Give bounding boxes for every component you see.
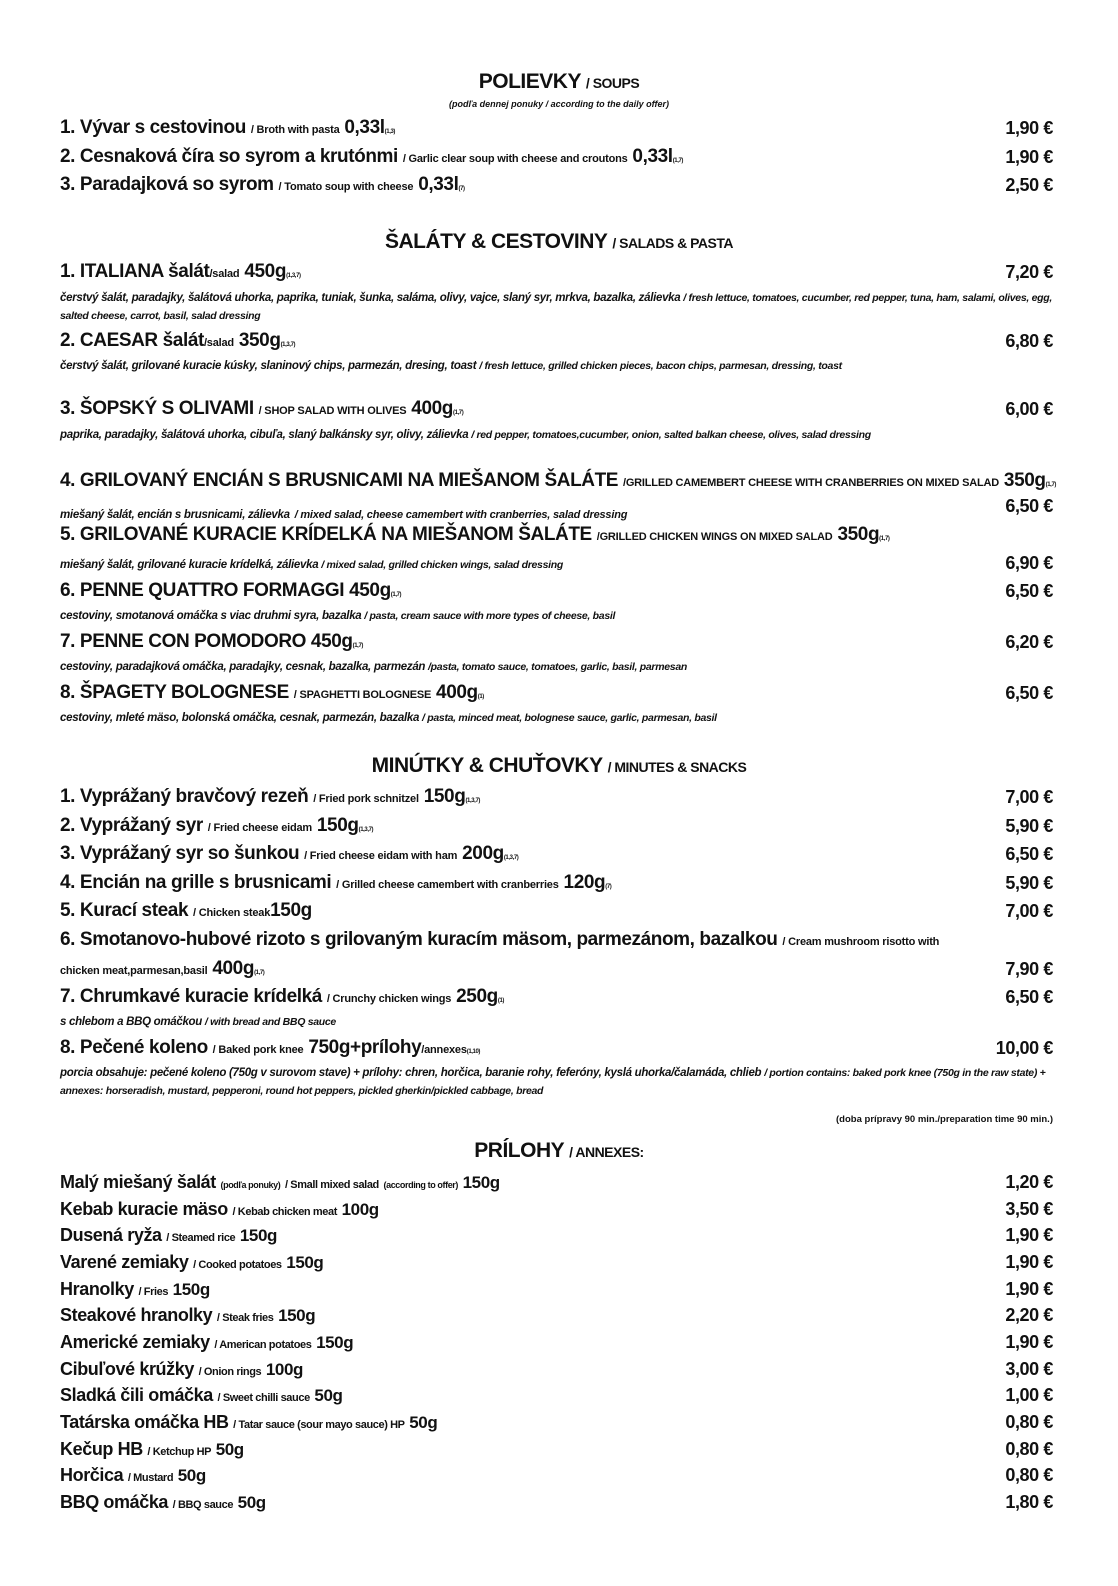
text-name: BBQ omáčka <box>60 1492 169 1512</box>
text-name: 5. GRILOVANÉ KURACIE KRÍDELKÁ NA MIEŠANOM ŠALÁTE <box>60 524 592 545</box>
annex-item <box>60 1332 353 1353</box>
item-price: 3,50 € <box>1005 1199 1053 1219</box>
annex-item <box>60 1225 277 1246</box>
text-desc: porcia obsahuje: pečené koleno (750g v surovom stave) + prílohy: chren, horčica, baranie rohy, feferóny, kyslá uhorka/čalamáda, chlieb <box>60 1067 762 1079</box>
item-price: 7,20 € <box>1005 262 1053 282</box>
menu-item <box>60 261 1058 283</box>
text-name: Sladká čili omáčka <box>60 1385 213 1405</box>
text-name: Americké zemiaky <box>60 1332 210 1352</box>
text-al: (1) <box>497 998 504 1004</box>
text-sub: (podľa ponuky) <box>220 1180 281 1190</box>
item-price: 1,90 € <box>1005 1225 1053 1245</box>
menu-item <box>60 815 1058 837</box>
text-en: / Garlic clear soup with cheese and croutons <box>402 153 628 165</box>
annex-item <box>60 1385 343 1406</box>
text-w: 100g <box>341 1200 379 1219</box>
text-en: / SHOP SALAD WITH OLIVES <box>258 405 407 417</box>
text-en_b: /annexes <box>421 1044 467 1056</box>
text-en: / Onion rings <box>198 1366 262 1378</box>
item-description <box>60 1064 1058 1100</box>
text-desc: cestoviny, mleté mäso, bolonská omáčka, cesnak, parmezán, bazalka <box>60 712 420 724</box>
text-name: 1. Vývar s cestovinou <box>60 117 246 138</box>
item-price: 6,50 € <box>1005 581 1053 601</box>
text-w: 750g+prílohy <box>308 1037 422 1058</box>
text-w: 400g <box>436 682 478 703</box>
menu-item <box>60 900 1058 922</box>
item-price: 0,80 € <box>1005 1465 1053 1485</box>
text-w: 0,33l <box>344 117 385 138</box>
item-description <box>60 556 1058 574</box>
text-w: 400g <box>212 958 255 979</box>
text-name: 6. Smotanovo-hubové rizoto s grilovaným kuracím mäsom, parmezánom, bazalkou <box>60 929 778 950</box>
text-w: 50g <box>237 1493 266 1512</box>
text-name: Cibuľové krúžky <box>60 1359 194 1379</box>
text-w: 50g <box>314 1386 343 1405</box>
text-name: Kebab kuracie mäso <box>60 1199 228 1219</box>
text-name: Kečup HB <box>60 1439 143 1459</box>
menu-item <box>60 631 1058 653</box>
text-w: 50g <box>215 1440 244 1459</box>
text-en: / Steamed rice <box>166 1232 236 1244</box>
text-w: 50g <box>177 1466 206 1485</box>
text-w: 120g <box>563 872 606 893</box>
text-al: (1,3,7) <box>503 855 519 861</box>
text-w: 150g <box>278 1306 316 1325</box>
text-en: / Fried cheese eidam with ham <box>304 850 458 862</box>
text-name: Steakové hranolky <box>60 1305 213 1325</box>
item-price: 6,80 € <box>1005 331 1053 351</box>
text-name: Dusená ryža <box>60 1225 162 1245</box>
text-desc_en: / pasta, cream sauce with more types of cheese, basil <box>364 610 616 622</box>
text-title_en: / SALADS & PASTA <box>612 235 733 251</box>
text-desc_en: / portion contains: baked pork knee (750g in the raw state) + annexes: horseradish, mustard, pepperoni, round hot peppers, pickled gherkin/pickled cabbage, bread <box>60 1067 1046 1097</box>
text-w: 200g <box>462 843 504 864</box>
item-description <box>60 1013 1058 1031</box>
text-en: /GRILLED CHICKEN WINGS ON MIXED SALAD <box>596 531 833 543</box>
text-en: /salad <box>209 268 240 280</box>
text-w: 150g <box>286 1253 324 1272</box>
item-price: 1,90 € <box>1005 147 1053 167</box>
item-description <box>60 607 1058 625</box>
text-name: 7. PENNE CON POMODORO <box>60 631 307 652</box>
soups-note: (podľa dennej ponuky / according to the daily offer) <box>449 99 669 109</box>
text-en: / Cooked potatoes <box>193 1259 282 1271</box>
text-en: / Fried pork schnitzel <box>313 793 419 805</box>
item-description <box>60 709 1058 727</box>
menu-item <box>60 524 1058 546</box>
menu-item <box>60 786 1058 808</box>
text-al: (1,7) <box>453 410 464 416</box>
annex-item <box>60 1465 206 1486</box>
text-w: 350g <box>238 330 281 351</box>
menu-item <box>60 146 1058 168</box>
text-w: 0,33l <box>632 146 673 167</box>
menu-item <box>60 872 1058 894</box>
text-desc_en: / with bread and BBQ sauce <box>204 1016 336 1028</box>
item-price: 6,20 € <box>1005 632 1053 652</box>
menu-item <box>60 580 1058 602</box>
menu-item <box>60 682 1058 704</box>
text-w: 450g <box>310 631 353 652</box>
preparation-time-note: (doba prípravy 90 min./preparation time 90 min.) <box>836 1114 1053 1125</box>
menu-item <box>60 174 1058 196</box>
text-name: 3. ŠOPSKÝ S OLIVAMI <box>60 398 254 419</box>
text-title: MINÚTKY & CHUŤOVKY <box>371 754 603 777</box>
item-price: 2,50 € <box>1005 175 1053 195</box>
text-desc_en: / mixed salad, grilled chicken wings, salad dressing <box>321 559 563 571</box>
menu-item <box>60 398 1058 420</box>
text-al: (1,7) <box>1045 482 1056 488</box>
text-en: / Ketchup HP <box>147 1446 212 1458</box>
item-price: 0,80 € <box>1005 1439 1053 1459</box>
item-price: 6,50 € <box>1005 987 1053 1007</box>
text-en: / Mustard <box>127 1472 174 1484</box>
text-desc_en: / fresh lettuce, tomatoes, cucumber, red pepper, tuna, ham, salami, olives, egg, salted cheese, carrot, basil, salad dressing <box>60 292 1052 322</box>
text-al: (1,3,7) <box>358 827 374 833</box>
text-desc: cestoviny, paradajková omáčka, paradajky, cesnak, bazalka, parmezán <box>60 661 426 673</box>
text-en: / Chicken steak <box>193 907 271 919</box>
text-name: 2. CAESAR šalát <box>60 330 204 351</box>
menu-item <box>60 117 1058 139</box>
annex-item <box>60 1172 500 1193</box>
text-en: / Fried cheese eidam <box>207 822 312 834</box>
annex-item <box>60 1359 303 1380</box>
menu-item <box>60 330 1058 352</box>
text-en: / Broth with pasta <box>250 124 340 136</box>
text-title: PRÍLOHY <box>474 1139 564 1162</box>
text-name: Hranolky <box>60 1279 134 1299</box>
text-en: /salad <box>203 337 234 349</box>
text-en: / American potatoes <box>214 1339 312 1351</box>
text-w: 150g <box>239 1226 278 1245</box>
item-price: 7,90 € <box>1005 959 1053 979</box>
text-w: 450g <box>349 580 391 601</box>
item-price: 7,00 € <box>1005 787 1053 807</box>
text-name: 1. Vyprážaný bravčový rezeň <box>60 786 309 807</box>
item-description <box>60 289 1058 325</box>
text-desc_en: / pasta, minced meat, bolognese sauce, garlic, parmesan, basil <box>422 712 717 724</box>
text-name: 3. Vyprážaný syr so šunkou <box>60 843 300 864</box>
menu-item <box>60 1037 1058 1059</box>
text-title: ŠALÁTY & CESTOVINY <box>384 230 608 253</box>
item-price: 3,00 € <box>1005 1359 1053 1379</box>
menu-item <box>60 986 1058 1008</box>
text-desc: čerstvý šalát, paradajky, šalátová uhorka, paprika, tuniak, šunka, saláma, olivy, vajce, slaný syr, mrkva, bazalka, zálievka <box>60 292 681 304</box>
text-en: / Small mixed salad <box>284 1179 379 1191</box>
annex-item <box>60 1305 315 1326</box>
text-name: 4. GRILOVANÝ ENCIÁN S BRUSNICAMI NA MIEŠANOM ŠALÁTE <box>60 470 619 491</box>
text-al: (1,3,7) <box>465 798 480 804</box>
annex-item <box>60 1412 437 1433</box>
text-en: / Kebab chicken meat <box>232 1206 337 1218</box>
text-name: 2. Vyprážaný syr <box>60 815 203 836</box>
text-al: (1,7) <box>352 643 363 649</box>
item-description <box>60 357 1058 375</box>
text-w: 400g <box>411 398 453 419</box>
text-desc: čerstvý šalát, grilované kuracie kúsky, slaninový chips, parmezán, dresing, toast <box>60 360 477 372</box>
text-desc: miešaný šalát, encián s brusnicami, zálievka <box>60 509 290 521</box>
text-name: Tatárska omáčka HB <box>60 1412 229 1432</box>
menu-item-continued <box>60 958 1058 980</box>
text-al: (1,7) <box>254 970 265 976</box>
heading-text-en: / SOUPS <box>585 75 640 91</box>
text-name: 4. Encián na grille s brusnicami <box>60 872 332 893</box>
item-price: 6,90 € <box>1005 553 1053 573</box>
text-al: (1) <box>477 694 484 700</box>
item-description <box>60 426 1058 444</box>
text-desc_en: / mixed salad, cheese camembert with cranberries, salad dressing <box>294 509 628 521</box>
text-name: 6. PENNE QUATTRO FORMAGGI <box>60 580 345 601</box>
text-name: 3. Paradajková so syrom <box>60 174 274 195</box>
text-desc: s chlebom a BBQ omáčkou <box>60 1016 202 1028</box>
text-desc_en: / red pepper, tomatoes,cucumber, onion, salted balkan cheese, olives, salad dressing <box>471 429 871 441</box>
text-title_en: / ANNEXES: <box>569 1144 644 1160</box>
text-name: 8. ŠPAGETY BOLOGNESE <box>60 682 289 703</box>
item-price: 6,50 € <box>1005 496 1053 516</box>
text-name: 2. Cesnaková číra so syrom a krutónmi <box>60 146 398 167</box>
heading-text: POLIEVKY <box>478 70 581 93</box>
text-en: / Tatar sauce (sour mayo sauce) HP <box>233 1419 405 1431</box>
text-w: 450g <box>244 261 287 282</box>
text-en: / Fries <box>138 1286 169 1298</box>
text-al: (1,3,7) <box>286 273 301 279</box>
item-price: 6,50 € <box>1005 683 1053 703</box>
text-al: (1,7) <box>879 536 890 542</box>
item-price: 1,00 € <box>1005 1385 1053 1405</box>
text-en2: chicken meat,parmesan,basil <box>60 965 208 977</box>
menu-item <box>60 843 1058 865</box>
item-price: 5,90 € <box>1005 816 1053 836</box>
text-al: (1,3,7) <box>280 342 296 348</box>
text-en: / Tomato soup with cheese <box>278 181 414 193</box>
text-al: (1,7) <box>390 592 402 598</box>
text-en: / Sweet chilli sauce <box>217 1392 310 1404</box>
text-w: 350g <box>837 524 880 545</box>
section-heading-soups <box>0 70 1118 94</box>
text-w: 150g <box>423 786 466 807</box>
item-price: 1,90 € <box>1005 1332 1053 1352</box>
text-w: 250g <box>456 986 498 1007</box>
text-w: 150g <box>462 1173 500 1192</box>
text-name: Malý miešaný šalát <box>60 1172 216 1192</box>
item-price: 10,00 € <box>995 1038 1053 1058</box>
text-name: 8. Pečené koleno <box>60 1037 208 1058</box>
item-price: 6,50 € <box>1005 844 1053 864</box>
text-w: 150g <box>316 1333 354 1352</box>
text-en: / Crunchy chicken wings <box>326 993 452 1005</box>
text-desc_en: /pasta, tomato sauce, tomatoes, garlic, basil, parmesan <box>428 661 687 673</box>
text-en: /GRILLED CAMEMBERT CHEESE WITH CRANBERRIES ON MIXED SALAD <box>622 477 1000 489</box>
annex-item <box>60 1252 323 1273</box>
text-w: 150g <box>316 815 359 836</box>
item-price: 0,80 € <box>1005 1412 1053 1432</box>
text-desc: paprika, paradajky, šalátová uhorka, cibuľa, slaný balkánsky syr, olivy, zálievka <box>60 429 469 441</box>
text-desc: cestoviny, smotanová omáčka s viac druhmi syra, bazalka <box>60 610 362 622</box>
text-en: / SPAGHETTI BOLOGNESE <box>293 689 432 701</box>
item-price: 1,90 € <box>1005 118 1053 138</box>
section-heading-salads <box>0 230 1118 254</box>
item-price: 1,80 € <box>1005 1492 1053 1512</box>
text-en: / Baked pork knee <box>212 1044 304 1056</box>
item-price: 1,90 € <box>1005 1252 1053 1272</box>
text-desc: miešaný šalát, grilované kuracie krídelká, zálievka <box>60 559 319 571</box>
text-name: 5. Kurací steak <box>60 900 189 921</box>
menu-item <box>60 929 1058 951</box>
text-w: 350g <box>1003 470 1046 491</box>
annex-item <box>60 1492 266 1513</box>
item-description <box>60 658 1058 676</box>
text-title_en: / MINUTES & SNACKS <box>607 759 747 775</box>
menu-item <box>60 467 1058 527</box>
item-price: 6,00 € <box>1005 399 1053 419</box>
text-al: (7) <box>458 186 465 192</box>
text-name: 1. ITALIANA šalát <box>60 261 210 282</box>
item-price: 2,20 € <box>1005 1305 1053 1325</box>
annex-item <box>60 1199 379 1220</box>
item-price: 1,90 € <box>1005 1279 1053 1299</box>
text-desc_en: / fresh lettuce, grilled chicken pieces, bacon chips, parmesan, dressing, toast <box>479 360 842 372</box>
item-price: 5,90 € <box>1005 873 1053 893</box>
text-name: Horčica <box>60 1465 124 1485</box>
section-heading-annexes <box>0 1139 1118 1163</box>
text-name: 7. Chrumkavé kuracie krídelká <box>60 986 322 1007</box>
text-en: / Grilled cheese camembert with cranberries <box>336 879 559 891</box>
annex-item <box>60 1279 210 1300</box>
text-w: 150g <box>172 1280 210 1299</box>
text-al: (1,3) <box>384 129 395 135</box>
item-price: 1,20 € <box>1005 1172 1053 1192</box>
text-al: (7) <box>605 884 612 890</box>
text-al: (1,7) <box>672 158 684 164</box>
text-al: (1,10) <box>466 1049 481 1055</box>
text-w: 0,33l <box>418 174 459 195</box>
section-heading-minutes <box>0 754 1118 778</box>
text-w: 100g <box>265 1360 303 1379</box>
annex-item <box>60 1439 244 1460</box>
text-en: / BBQ sauce <box>172 1499 234 1511</box>
text-en: / Steak fries <box>216 1312 274 1324</box>
text-en: / Cream mushroom risotto with <box>782 936 940 948</box>
item-price: 7,00 € <box>1005 901 1053 921</box>
text-w: 50g <box>409 1413 438 1432</box>
text-en_sub: (according to offer) <box>383 1180 458 1190</box>
text-w: 150g <box>270 900 312 921</box>
text-name: Varené zemiaky <box>60 1252 189 1272</box>
